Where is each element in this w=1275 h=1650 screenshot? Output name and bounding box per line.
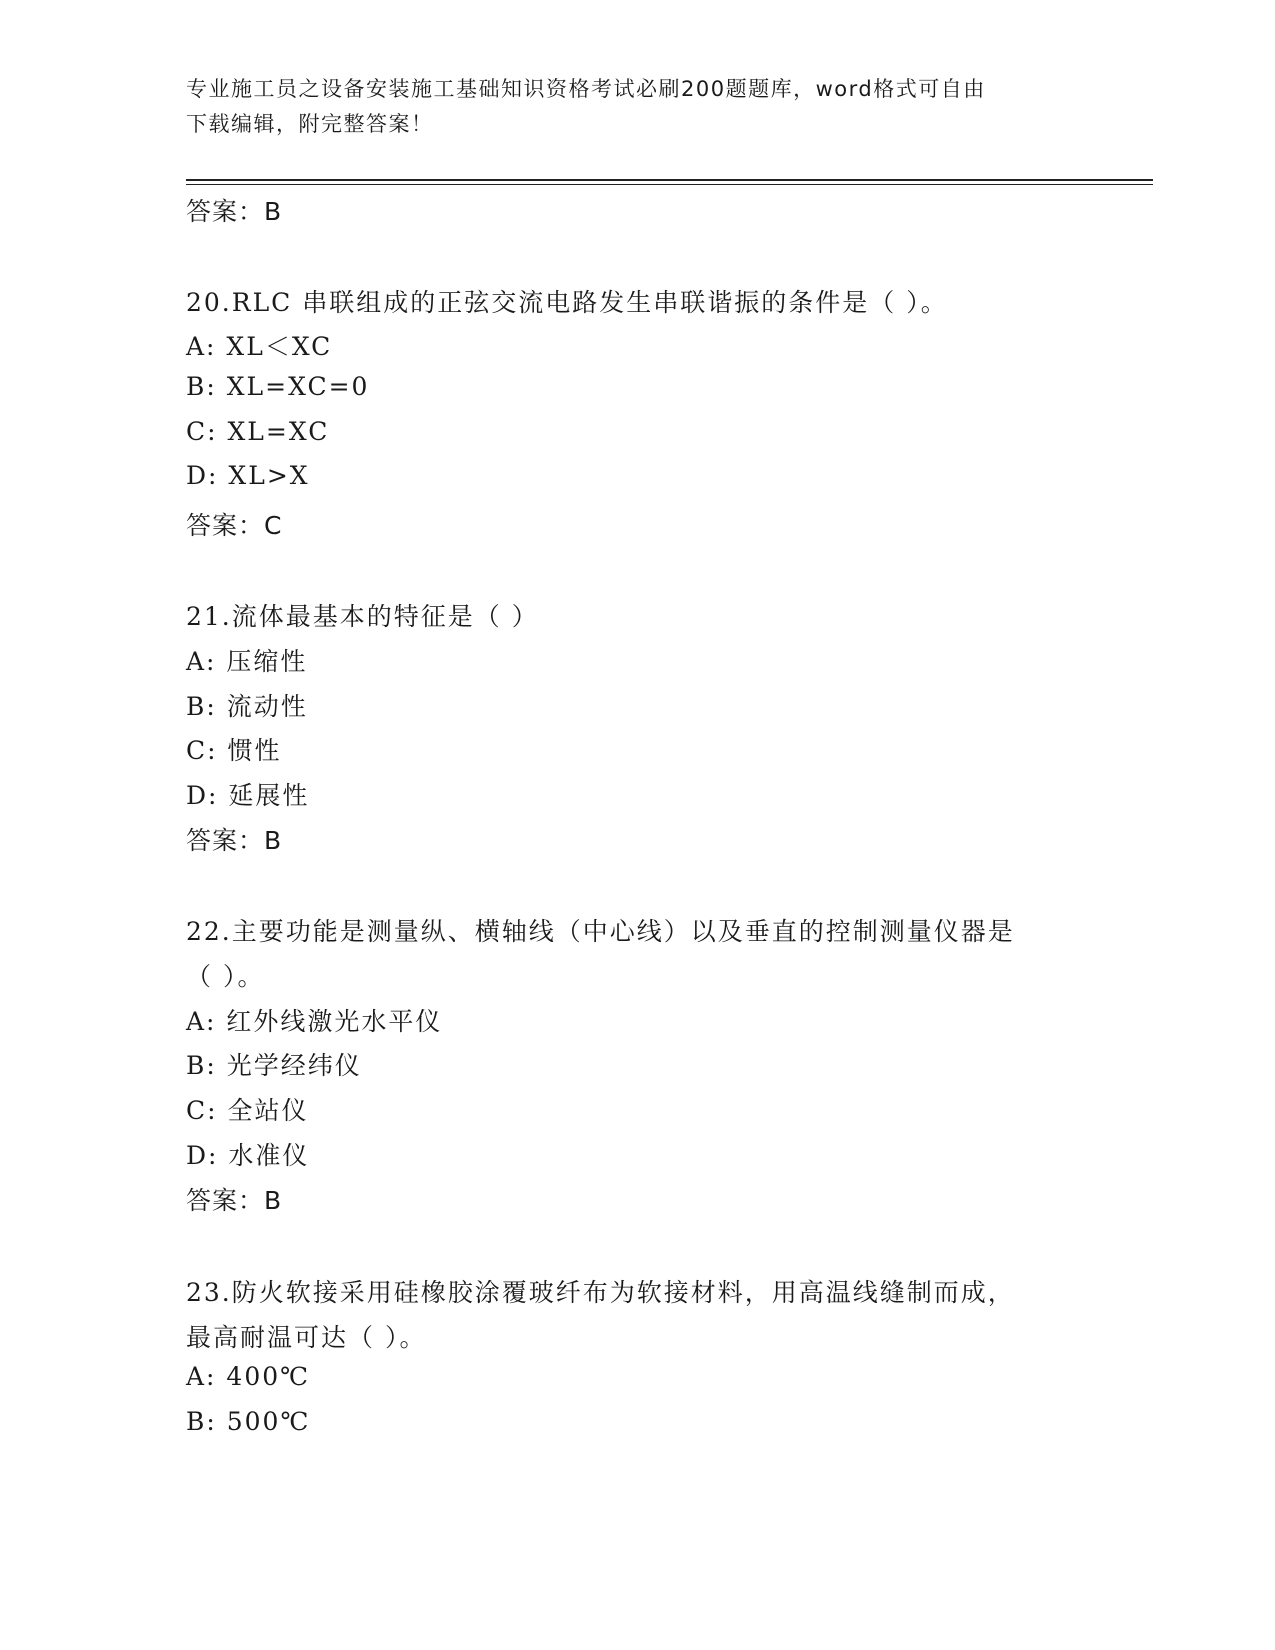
- question-22-option-b: B: 光学经纬仪: [186, 1051, 362, 1080]
- header-divider: [186, 179, 1153, 181]
- question-20-option-b: B: XL=XC=0: [186, 372, 370, 401]
- question-23-text-line-1: 23.防火软接采用硅橡胶涂覆玻纤布为软接材料，用高温线缝制而成，: [186, 1278, 1015, 1307]
- question-23-option-b: B: 500℃: [186, 1407, 311, 1436]
- question-21-option-d: D: 延展性: [186, 781, 310, 810]
- header-line-2: 下载编辑，附完整答案！: [186, 112, 434, 136]
- question-20-text: 20.RLC 串联组成的正弦交流电路发生串联谐振的条件是（ ）。: [186, 288, 948, 317]
- question-20-answer: 答案：C: [186, 511, 283, 540]
- question-21-option-c: C: 惯性: [186, 736, 282, 765]
- question-23-option-a: A: 400℃: [186, 1362, 311, 1391]
- question-20-option-d: D: XL>X: [186, 461, 310, 490]
- question-22-text-line-1: 22.主要功能是测量纵、横轴线（中心线）以及垂直的控制测量仪器是: [186, 917, 1015, 946]
- question-21-option-b: B: 流动性: [186, 692, 308, 721]
- question-21-option-a: A: 压缩性: [186, 647, 308, 676]
- question-22-option-d: D: 水准仪: [186, 1141, 310, 1170]
- question-22-text-line-2: （ ）。: [186, 962, 265, 991]
- question-22-answer: 答案：B: [186, 1186, 283, 1215]
- document-header: [186, 72, 1086, 142]
- question-20-option-a: A: XL＜XC: [186, 332, 333, 361]
- previous-answer: 答案：B: [186, 197, 283, 226]
- question-21-answer: 答案：B: [186, 826, 283, 855]
- question-21-text: 21.流体最基本的特征是（ ）: [186, 602, 539, 631]
- question-20-option-c: C: XL=XC: [186, 417, 330, 446]
- question-22-option-a: A: 红外线激光水平仪: [186, 1007, 443, 1036]
- header-divider-thin: [186, 184, 1153, 185]
- question-22-option-c: C: 全站仪: [186, 1096, 309, 1125]
- header-line-1: 专业施工员之设备安装施工基础知识资格考试必刷200题题库，word格式可自由: [186, 77, 986, 101]
- question-23-text-line-2: 最高耐温可达（ ）。: [186, 1323, 427, 1352]
